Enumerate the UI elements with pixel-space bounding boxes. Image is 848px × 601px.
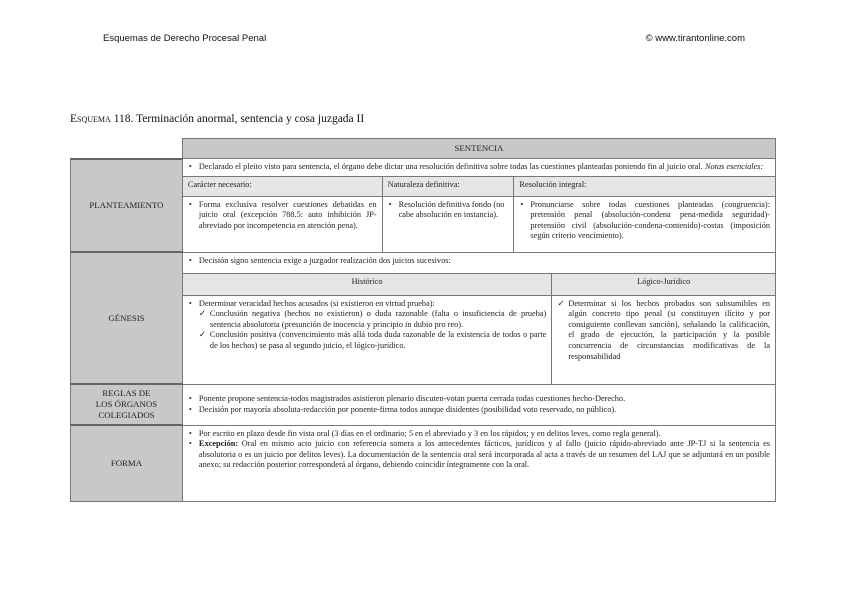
- bullet: • Ponente propone sentencia-todos magistrados asistieron plenario discuten-votan puerta cerrada todas cuestiones hecho-Derecho.: [188, 394, 770, 405]
- title-prefix: Esquema: [70, 113, 111, 125]
- bullet: • Por escrito en plazo desde fin vista oral (3 días en el ordinario; 5 en el abreviado y 3 en los rápidos; y en delitos leves, como regla general).: [188, 429, 770, 440]
- row-label-forma: FORMA: [71, 425, 183, 501]
- reglas-text: [182, 384, 775, 425]
- exception-label: Excepción:: [198, 439, 239, 449]
- check-item: ✓ Conclusión positiva (convencimiento más allá toda duda razonable de la existencia de todos o parte de los hechos) se pasa al segundo juicio, el lógico-jurídico.: [199, 330, 546, 351]
- bullet: • Determinar veracidad hechos acusados (si existieron en virtud prueba):: [188, 299, 546, 310]
- label-line: LOS ÓRGANOS: [95, 399, 158, 410]
- empty-corner: [71, 139, 183, 159]
- col-head-caracter: Carácter necesario:: [182, 176, 382, 196]
- bullet: • Decisión signo sentencia exige a juzgador realización dos juicios sucesivos:: [188, 256, 770, 267]
- intro-emphasis: Notas esenciales:: [704, 162, 764, 171]
- bullet: • Forma exclusiva resolver cuestiones debatidas en juicio oral (excepción 788.5: auto inhibición JP-abreviado por incompetencia en atención pena).: [188, 200, 377, 232]
- planteamiento-intro: [182, 159, 775, 177]
- row-label-reglas: [71, 384, 183, 425]
- check-item: ✓ Conclusión negativa (hechos no existieron) o duda razonable (falta o insuficiencia de prueba) sentencia absolutoria (presunción de inocencia y principio in dubio pro reo).: [199, 309, 546, 330]
- resolucion-text: [514, 196, 776, 252]
- page-title: [70, 113, 364, 125]
- bullet: • Decisión por mayoría absoluta-redacción por ponente-firma todos aunque disidentes (posibilidad voto reservado, no público).: [188, 405, 770, 416]
- exception-text: Oral en mismo acto juicio con referencia somera a los antecedentes fácticos, jurídicos y al fallo (juicio rápido-abreviado ante JP-TJ si la sentencia es absolutoria o es un juicio por delitos leves). La documentación de la sentencia oral será incorporada al acta a través de un resumen del LAJ que se adjuntará en un posible anexo; su redacción posterior corresponderá al órgano, debiendo coincidir íntegramente con la oral.: [198, 439, 770, 470]
- intro-text: Declarado el pleito visto para sentencia, el órgano debe dictar una resolución definitiva sobre todas las cuestiones planteadas poniendo fin al juicio oral.: [198, 162, 703, 171]
- running-header-right: © www.tirantonline.com: [645, 33, 745, 44]
- bullet: • Resolución definitiva fondo (no cabe absolución en instancia).: [388, 200, 509, 221]
- bullet: [188, 439, 770, 471]
- caracter-text: [182, 196, 382, 252]
- running-header-left: Esquemas de Derecho Procesal Penal: [103, 33, 267, 44]
- row-label-genesis: GÉNESIS: [71, 252, 183, 384]
- col-head-logico: Lógico-Jurídico: [552, 273, 776, 295]
- row-label-planteamiento: PLANTEAMIENTO: [71, 159, 183, 253]
- check-item: ✓ Determinar si los hechos probados son subsumibles en algún concreto tipo penal (si constituyen ilícito y por consiguiente conllevan sanción), señalando la calificación, el grado de ejecución, la participación y la posible concurrencia de circunstancias modificativas de la responsabilidad: [557, 299, 770, 363]
- naturaleza-text: [382, 196, 514, 252]
- scheme-table: [70, 138, 776, 502]
- label-line: COLEGIADOS: [98, 410, 155, 421]
- col-head-resolucion: Resolución integral:: [514, 176, 776, 196]
- forma-text: [182, 425, 775, 501]
- historico-text: [182, 295, 551, 384]
- title-text: Terminación anormal, sentencia y cosa juzgada II: [136, 113, 365, 125]
- bullet: • Pronunciarse sobre todas cuestiones planteadas (congruencia): pretensión penal (absolución-condena pena-medida seguridad)-pretensión civil (absolución-condena-contenido)-costas (imposición según criterio vencimiento).: [519, 200, 770, 242]
- logico-text: [552, 295, 776, 384]
- col-head-historico: Histórico: [182, 273, 551, 295]
- label-line: REGLAS DE: [102, 388, 151, 399]
- genesis-intro: [182, 252, 775, 273]
- col-head-naturaleza: Naturaleza definitiva:: [382, 176, 514, 196]
- title-number: 118.: [113, 113, 134, 125]
- table-heading: SENTENCIA: [182, 139, 775, 159]
